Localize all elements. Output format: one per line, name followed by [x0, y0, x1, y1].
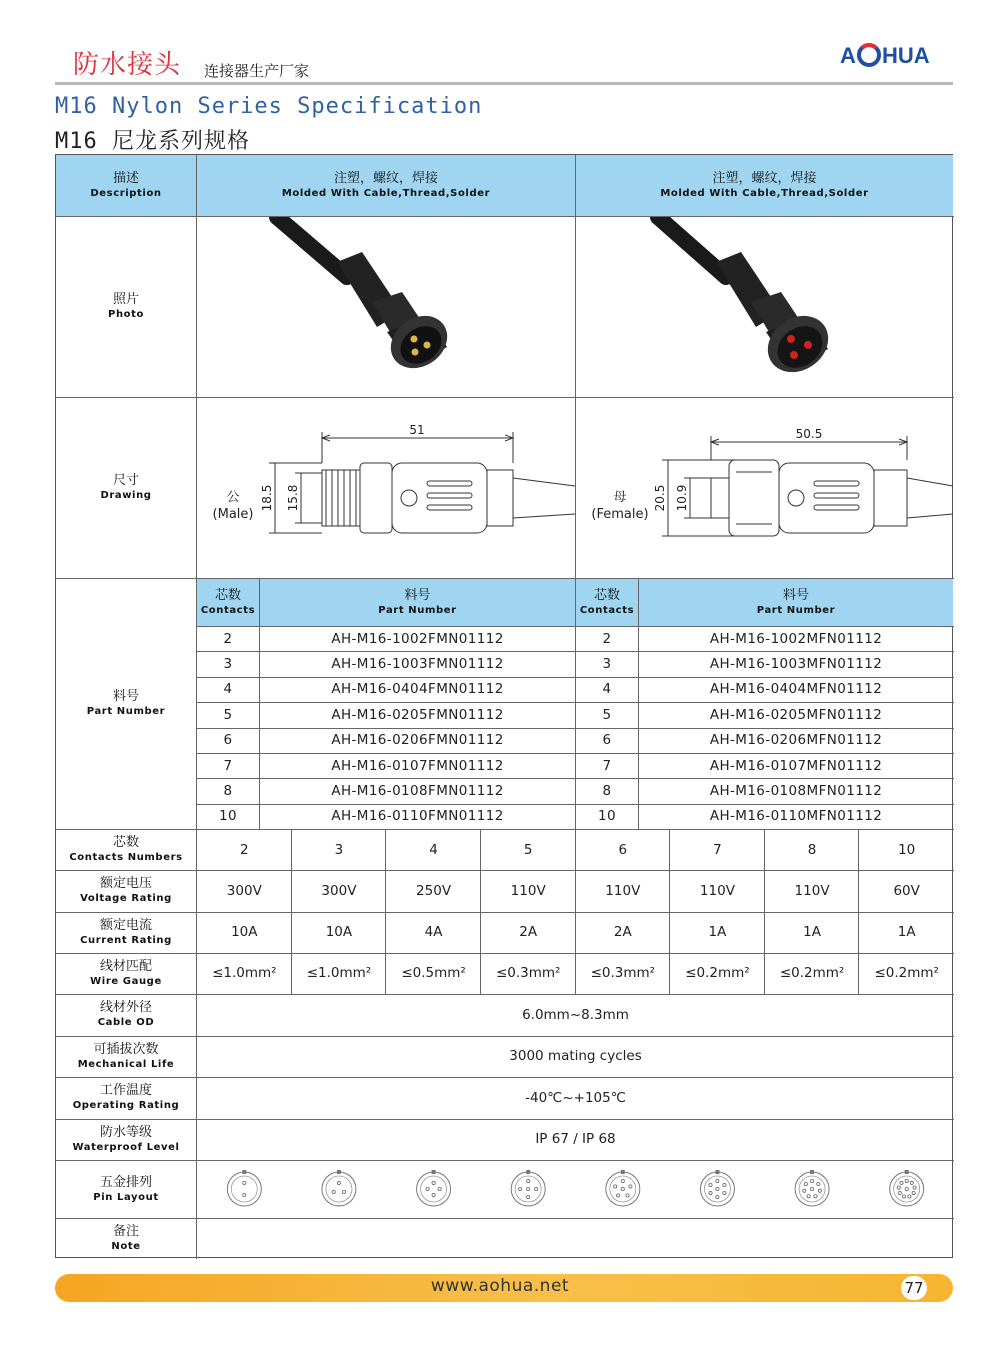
- merged-spec-value: 6.0mm~8.3mm: [522, 1006, 629, 1023]
- male-part-number-cell: AH-M16-0404FMN01112: [331, 681, 504, 698]
- drawing-label: 尺寸 Drawing: [100, 473, 152, 501]
- spec-value: 110V: [510, 882, 546, 899]
- male-outer-dia: 18.5: [260, 484, 274, 512]
- pin-layout-7-icon: [700, 1170, 734, 1206]
- spec-value: 10A: [325, 924, 353, 941]
- merged-spec-value: IP 67 / IP 68: [535, 1131, 616, 1148]
- spec-value: ≤0.3mm²: [590, 965, 656, 982]
- spec-value: 8: [807, 841, 817, 858]
- male-part-number-cell: AH-M16-0107FMN01112: [331, 757, 504, 774]
- page-number: 77: [901, 1276, 927, 1300]
- female-contacts-cell: 10: [598, 808, 616, 825]
- female-contacts-cell: 8: [602, 782, 612, 799]
- male-drawing: [197, 398, 575, 578]
- female-inner-dia: 10.9: [675, 484, 689, 512]
- footer-url[interactable]: www.aohua.net: [430, 1276, 570, 1296]
- male-contacts-cell: 7: [223, 757, 233, 774]
- spec-value: ≤1.0mm²: [306, 965, 372, 982]
- spec-value: ≤0.5mm²: [401, 965, 466, 982]
- male-contacts-cell: 10: [219, 808, 237, 825]
- svg-text:HUA: HUA: [882, 43, 930, 68]
- female-part-number-cell: AH-M16-0206MFN01112: [709, 732, 883, 749]
- male-length-dim: 51: [409, 423, 425, 437]
- spec-value: 5: [523, 841, 533, 858]
- merged-spec-label: 防水等级 Waterproof Level: [72, 1124, 180, 1153]
- spec-label: 额定电压 Voltage Rating: [80, 876, 172, 905]
- spec-value: 4: [429, 841, 438, 858]
- pin-layout-label: 五金排列 Pin Layout: [93, 1174, 159, 1203]
- male-label-cn: 公: [226, 490, 240, 505]
- pin-layout-diagrams: [197, 1160, 953, 1218]
- male-contacts-cell: 6: [223, 732, 233, 749]
- female-label-cn: 母: [613, 490, 627, 505]
- female-contacts-cell: 4: [602, 681, 612, 698]
- note-label: 备注 Note: [111, 1223, 141, 1252]
- spec-value: ≤1.0mm²: [212, 965, 277, 982]
- male-label-en: (Male): [212, 507, 254, 522]
- male-connector-photo: [197, 217, 575, 397]
- pin-layout-8-icon: [795, 1170, 829, 1206]
- title-cn: M16 尼龙系列规格: [55, 129, 250, 154]
- spec-label: 芯数 Contacts Numbers: [69, 835, 183, 864]
- header-subtitle: 连接器生产厂家: [204, 62, 310, 80]
- female-column-header: 注塑，螺纹，焊接 Molded With Cable,Thread,Solder: [576, 155, 953, 216]
- header-title: 防水接头: [73, 50, 182, 80]
- spec-value: 1A: [708, 924, 727, 941]
- spec-value: 4A: [424, 924, 443, 941]
- male-inner-dia: 15.8: [286, 484, 300, 512]
- pin-layout-3-icon: [322, 1170, 356, 1206]
- male-contacts-cell: 4: [223, 681, 233, 698]
- male-part-number-cell: AH-M16-1003FMN01112: [331, 656, 504, 673]
- svg-text:A: A: [840, 43, 856, 68]
- pin-layout-5-icon: [511, 1170, 545, 1206]
- female-contacts-cell: 2: [602, 630, 612, 647]
- male-column-header: 注塑，螺纹，焊接 Molded With Cable,Thread,Solder: [197, 155, 575, 216]
- spec-value: 110V: [699, 882, 735, 899]
- female-contacts-cell: 7: [602, 757, 612, 774]
- spec-value: 10A: [231, 924, 258, 941]
- male-pn-subheader: 料号 Part Number: [260, 578, 575, 626]
- female-outer-dia: 20.5: [653, 484, 667, 512]
- spec-value: 110V: [794, 882, 830, 899]
- spec-value: 3: [334, 841, 344, 858]
- aohua-logo: [840, 38, 935, 72]
- merged-spec-value: -40℃~+105℃: [525, 1089, 626, 1106]
- title-en: M16 Nylon Series Specification: [55, 94, 483, 119]
- male-part-number-cell: AH-M16-0206FMN01112: [331, 732, 504, 749]
- male-part-number-cell: AH-M16-0110FMN01112: [331, 808, 504, 825]
- female-length-dim: 50.5: [795, 427, 823, 441]
- merged-spec-label: 可插拔次数 Mechanical Life: [77, 1041, 175, 1070]
- spec-value: 2: [240, 841, 249, 858]
- spec-value: ≤0.2mm²: [685, 965, 750, 982]
- male-contacts-cell: 8: [223, 782, 233, 799]
- merged-spec-label: 线材外径 Cable OD: [97, 1000, 155, 1029]
- merged-spec-label: 工作温度 Operating Rating: [72, 1083, 180, 1112]
- male-part-number-cell: AH-M16-0205FMN01112: [331, 706, 504, 723]
- female-contacts-cell: 5: [602, 706, 612, 723]
- female-contacts-cell: 6: [602, 732, 612, 749]
- spec-label: 额定电流 Current Rating: [80, 917, 172, 946]
- female-part-number-cell: AH-M16-1003MFN01112: [709, 656, 883, 673]
- pin-layout-4-icon: [417, 1170, 451, 1206]
- female-part-number-cell: AH-M16-0110MFN01112: [709, 808, 883, 825]
- spec-value: 300V: [321, 882, 357, 899]
- female-contacts-subheader: 芯数 Contacts: [576, 578, 638, 626]
- merged-spec-value: 3000 mating cycles: [509, 1048, 642, 1065]
- part-number-label: 料号 Part Number: [86, 689, 166, 717]
- spec-value: 110V: [605, 882, 641, 899]
- spec-value: 60V: [893, 882, 920, 899]
- female-drawing: [576, 398, 953, 578]
- header-divider: [55, 82, 953, 85]
- male-part-number-cell: AH-M16-0108FMN01112: [331, 782, 504, 799]
- spec-value: 7: [713, 841, 722, 858]
- male-contacts-cell: 3: [223, 656, 233, 673]
- pin-layout-6-icon: [606, 1170, 640, 1206]
- spec-value: ≤0.2mm²: [779, 965, 845, 982]
- male-contacts-cell: 2: [223, 630, 233, 647]
- spec-value: 6: [618, 841, 628, 858]
- spec-value: ≤0.3mm²: [495, 965, 561, 982]
- male-contacts-cell: 5: [223, 706, 233, 723]
- description-header: 描述 Description: [56, 155, 196, 216]
- photo-label: 照片 Photo: [108, 292, 144, 320]
- male-contacts-subheader: 芯数 Contacts: [197, 578, 259, 626]
- spec-label: 线材匹配 Wire Gauge: [90, 958, 162, 987]
- spec-value: 1A: [803, 924, 821, 941]
- female-part-number-cell: AH-M16-0108MFN01112: [709, 782, 883, 799]
- female-contacts-cell: 3: [602, 656, 612, 673]
- spec-value: ≤0.2mm²: [874, 965, 939, 982]
- spec-value: 300V: [226, 882, 262, 899]
- female-pn-subheader: 料号 Part Number: [639, 578, 953, 626]
- spec-table: [55, 154, 953, 1258]
- pin-layout-2-icon: [227, 1170, 261, 1206]
- spec-value: 2A: [613, 924, 632, 941]
- spec-value: 1A: [897, 924, 916, 941]
- female-label-en: (Female): [591, 507, 649, 522]
- female-connector-photo: [576, 217, 953, 397]
- female-part-number-cell: AH-M16-1002MFN01112: [709, 630, 883, 647]
- spec-value: 2A: [519, 924, 538, 941]
- female-part-number-cell: AH-M16-0205MFN01112: [709, 706, 883, 723]
- pin-layout-10-icon: [890, 1170, 924, 1206]
- female-part-number-cell: AH-M16-0404MFN01112: [709, 681, 883, 698]
- female-part-number-cell: AH-M16-0107MFN01112: [709, 757, 883, 774]
- male-part-number-cell: AH-M16-1002FMN01112: [331, 630, 504, 647]
- spec-value: 10: [898, 841, 916, 858]
- spec-value: 250V: [416, 882, 452, 899]
